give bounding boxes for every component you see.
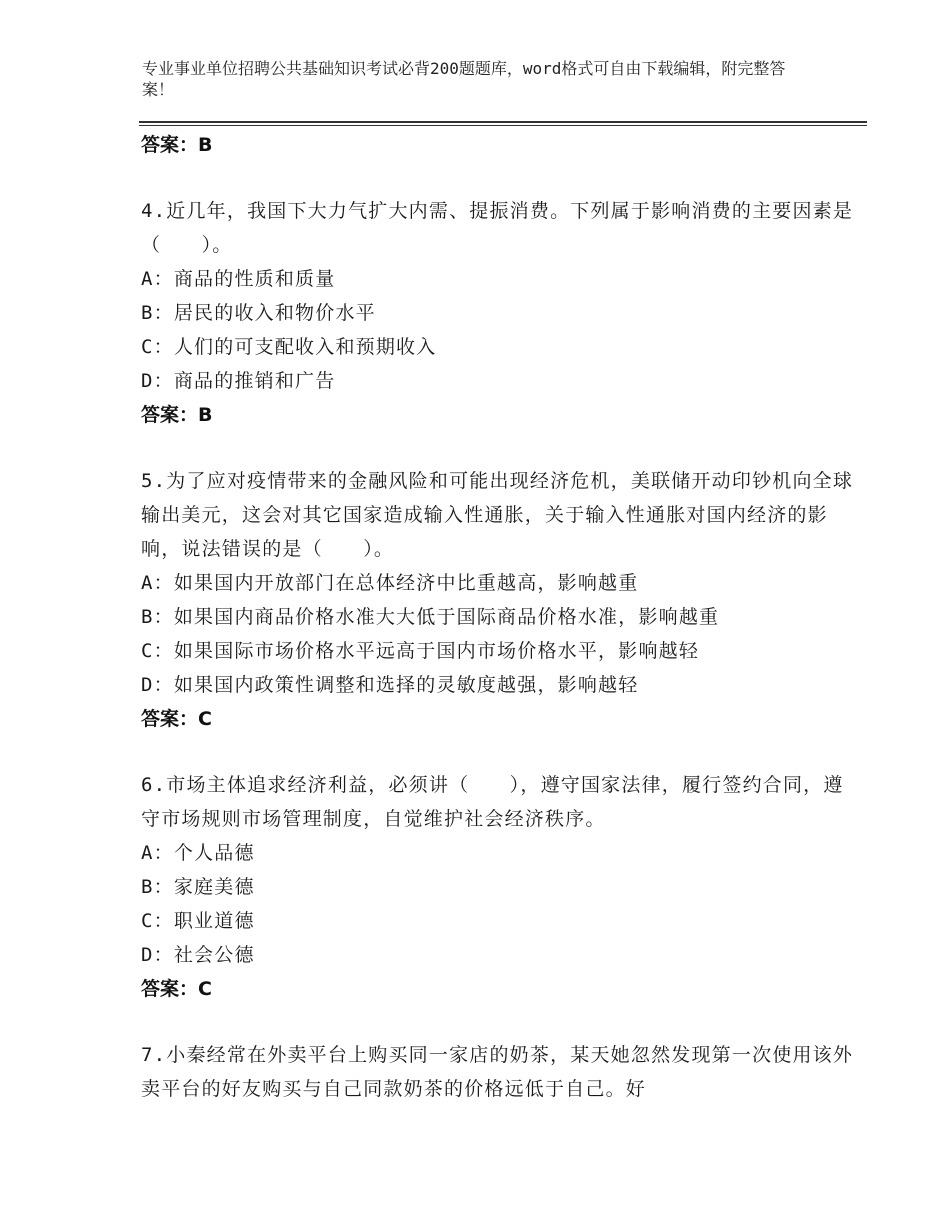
answer-line: 答案：C [141,978,212,1000]
answer-line: 答案：C [141,708,212,730]
question-4 [141,194,861,432]
option-d: D：商品的推销和广告 [141,370,336,392]
option-b: B：居民的收入和物价水平 [141,302,376,324]
question-stem: 6.市场主体追求经济利益，必须讲（ ），遵守国家法律，履行签约合同，遵守市场规则市场管理制度，自觉维护社会经济秩序。 [141,774,844,830]
option-b: B：家庭美德 [141,876,255,898]
previous-answer: 答案：B [141,134,213,156]
option-c: C：职业道德 [141,910,255,932]
question-7 [141,1038,861,1106]
option-b: B：如果国内商品价格水准大大低于国际商品价格水准，影响越重 [141,606,720,628]
question-stem: 7.小秦经常在外卖平台上购买同一家店的奶茶，某天她忽然发现第一次使用该外卖平台的好友购买与自己同款奶茶的价格远低于自己。好 [141,1044,854,1100]
option-c: C：如果国际市场价格水平远高于国内市场价格水平，影响越轻 [141,640,700,662]
header-rule-thick [139,121,867,123]
option-a: A：商品的性质和质量 [141,268,336,290]
page-header: 专业事业单位招聘公共基础知识考试必背200题题库，word格式可自由下载编辑，附完整答案！ [142,59,786,99]
option-a: A：个人品德 [141,842,255,864]
option-d: D：社会公德 [141,944,255,966]
option-c: C：人们的可支配收入和预期收入 [141,336,437,358]
question-list [141,126,861,1106]
answer-line: 答案：B [141,404,213,426]
question-6 [141,768,861,1006]
question-5 [141,464,861,736]
question-stem: 4.近几年，我国下大力气扩大内需、提振消费。下列属于影响消费的主要因素是（ ）。 [141,200,854,256]
option-d: D：如果国内政策性调整和选择的灵敏度越强，影响越轻 [141,674,639,696]
option-a: A：如果国内开放部门在总体经济中比重越高，影响越重 [141,572,639,594]
question-stem: 5.为了应对疫情带来的金融风险和可能出现经济危机，美联储开动印钞机向全球输出美元，这会对其它国家造成输入性通胀，关于输入性通胀对国内经济的影响，说法错误的是（ ）。 [141,470,854,560]
